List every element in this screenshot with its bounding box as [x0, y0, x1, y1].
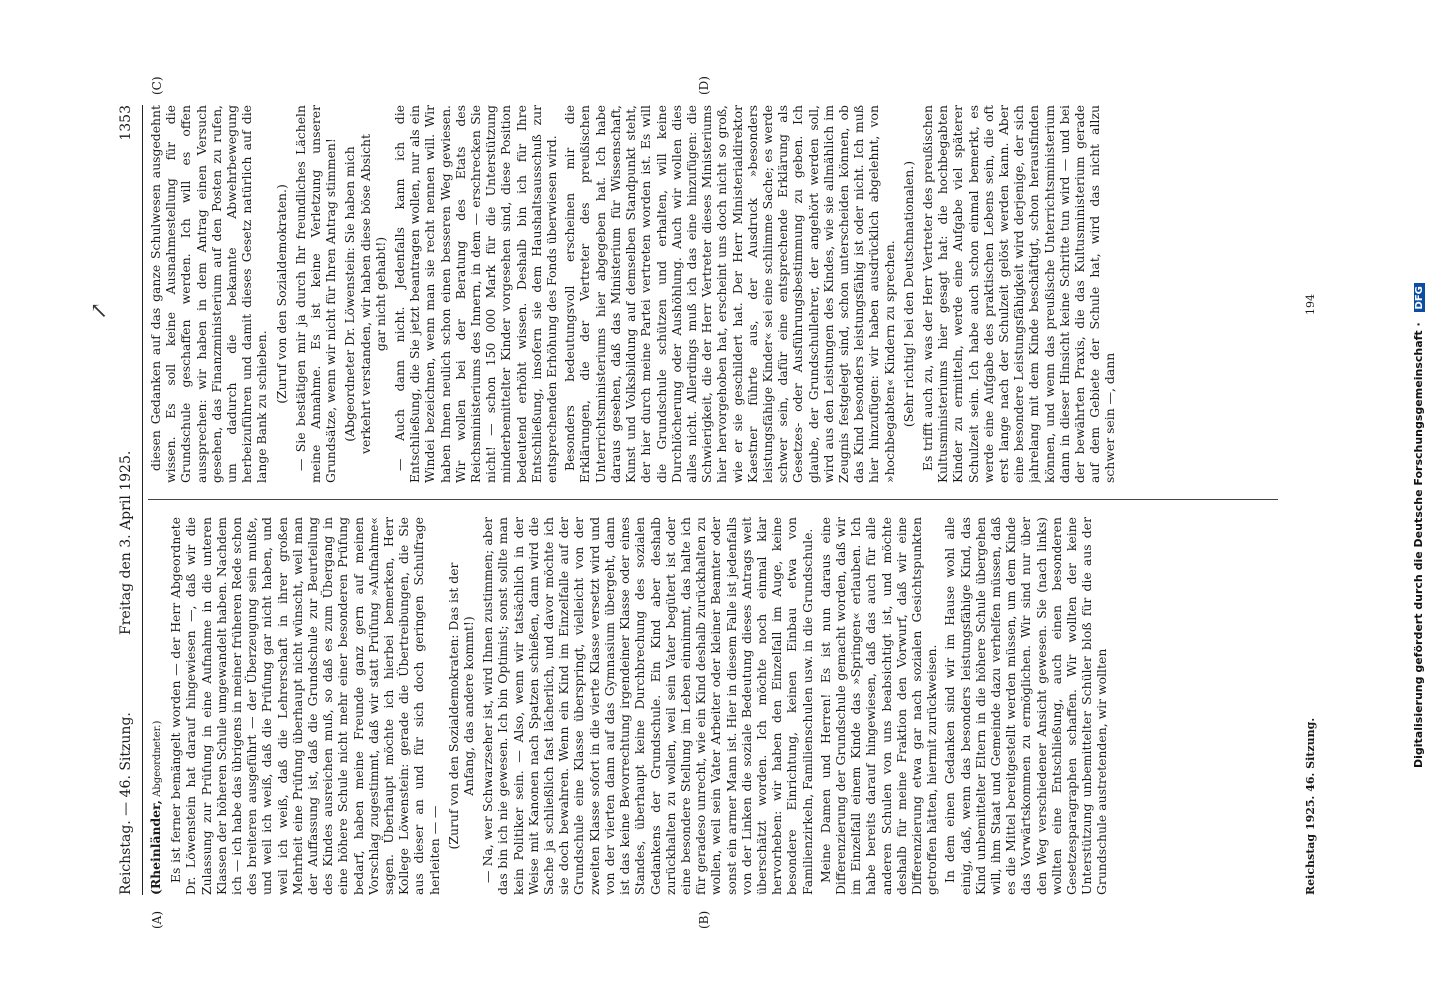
header-date: Freitag den 3. April 1925. — [118, 450, 134, 635]
column-divider — [148, 499, 1278, 500]
interjection: (Sehr richtig! bei den Deutschnationalen.) — [900, 160, 916, 428]
header-session: Reichstag. — 46. Sitzung. — [118, 712, 134, 895]
margin-marker-c: (C) — [150, 76, 164, 95]
interjection: (Zuruf von den Sozialdemokraten.) — [273, 184, 289, 404]
footer-session: Reichstag 1925. 46. Sitzung. — [1304, 717, 1317, 895]
paragraph: — Auch dann nicht. Jedenfalls kann ich die Entschließung, die Sie jetzt beantragen wollen, nur als ein Windei bezeichnen, wenn man sie recht nennen will. Wir haben Ihnen neulich schon einen besseren Weg gewiesen. Wir wollen bei der Beratung des Etats des Reichsministeriums des Innern, in dem — erschrecken Sie nicht! — schon 150 000 Mark für die Unterstützung minderbemittelter Kinder vorgesehen sind, diese Position bedeutend erhöht wissen. Deshalb bin ich für Ihre Entschließung, insofern sie dem Haushaltsausschuß zur entsprechenden Erhöhung des Fonds überwiesen wird. — [392, 105, 560, 483]
speaker-role: Abgeordneter.) — [152, 720, 163, 800]
page-footer — [1302, 105, 1322, 895]
paragraph: — Sie bestätigen mir ja durch Ihr freundliches Lächeln meine Annahme. Es ist keine Verletzung unserer Grundsätze, wenn wir nicht für Ihren Antrag stimmen! — [292, 105, 339, 483]
right-column — [148, 105, 1298, 483]
speaker-name: (Rheinländer, — [148, 800, 163, 895]
rotated-page — [87, 76, 1322, 929]
paragraph: — Na, wer Schwarzseher ist, wird Ihnen zustimmen; aber das bin ich nie gewesen. Ich bin Optimist; sonst sollte man kein Politiker sein. — Also, wenn wir tatsächlich in der Weise mit Kanonen nach Spatzen schießen, dann wird die Sache ja schließlich fast lächerlich, und davor möchte ich sie doch bewahren. Wenn ein Kind im Einzelfalle auf der Grundschule eine Klasse überspringt, vielleicht von der zweiten Klasse sofort in die vierte Klasse versetzt wird und von der vierten dann auf das Gymnasium übergeht, dann ist das keine Bevorrechtung irgendeiner Klasse oder eines Standes, überhaupt keine Durchbrechung des sozialen Gedankens der Grundschule. Ein Kind aber deshalb zurückhalten zu wollen, weil sein Vater begütert ist oder eine besondere Stellung im Leben einnimmt, das halte ich für geradeso unrecht, wie ein Kind deshalb zurückhalten zu wollen, weil sein Vater Arbeiter oder kleiner Beamter oder sonst ein armer Mann ist. Hier in diesem Falle ist jedenfalls von der Linken die soziale Bedeutung dieses Antrags weit überschätzt worden. Ich möchte noch einmal klar hervorheben: wir haben den Einzelfall im Auge, keine besondere Einrichtung, keinen Einbau etwa von Familienzirkeln, Familienschulen usw. in die Grundschule. — [480, 517, 815, 895]
paragraph: In dem einen Gedanken sind wir im Hause wohl alle einig, daß, wenn das besonders leistungsfähige Kind, das Kind unbemittelter Eltern in die höhere Schule übergehen will, ihm Staat und Gemeinde dazu verhelfen müssen, daß es die Mittel bereitgestellt werden müssen, um dem Kinde das Vorwärtskommen zu ermöglichen. Wir sind nur über den Weg verschiedener Ansicht gewesen. Sie (nach links) wollten eine Entschließung, auch einen besonderen Gesetzesparagraphen schaffen. Wir wollten der keine Unterstützung unbemittelter Schüler bloß für die aus der Grundschule austretenden, wir wollten — [942, 517, 1110, 895]
dfg-logo: DFG — [1414, 283, 1425, 312]
paragraph: Meine Damen und Herren! Es ist nun daraus eine Differenzierung der Grundschule gemacht worden, daß wir im Einzelfall einem Kinde das »Springen« erlauben. Ich habe bereits darauf hingewiesen, daß das auch für alle anderen Schulen von uns beabsichtigt ist, und möchte deshalb für meine Fraktion den Vorwurf, daß wir eine Differenzierung etwa gar nach sozialen Gesichtspunkten getroffen hätten, hiermit zurückweisen. — [817, 517, 940, 895]
speaker-line — [148, 517, 165, 895]
paragraph: diesen Gedanken auf das ganze Schulwesen ausgedehnt wissen. Es soll keine Ausnahmestellung für die Grundschule geschaffen werden. Ich will es offen aussprechen: wir haben in dem Antrag einen Versuch gesehen, das Finanzministerium auf den Posten zu rufen, um dadurch die bekannte Abwehrbewegung herbeizuführen und damit dieses Gesetz natürlich auf die lange Bank zu schieben. — [148, 105, 270, 483]
paragraph: Es trifft auch zu, was der Herr Vertreter des preußischen Kultusministeriums hier gesagt hat: die hochbegabten Kinder zu ermitteln, werde eine Aufgabe viel späterer Schulzeit sein. Ich habe auch schon einmal bemerkt, es werde eine Aufgabe des praktischen Lebens sein, die oft erst lange nach der Schulzeit gelöst werden kann. Aber eine besondere Leistungsfähigkeit wird derjenige, der sich jahrelang mit dem Kinde beschäftigt, schon herausfinden können, und wenn das preußische Unterrichtsministerium dann in dieser Hinsicht keine Schritte tun wird — und bei der bewährten Praxis, die das Kultusministerium gerade auf dem Gebiete der Schule hat, wird das nicht allzu schwer sein —, dann — [919, 105, 1118, 483]
interjection: (Abgeordneter Dr. Löwenstein: Sie haben mich verkehrt verstanden, wir haben diese böse Absicht gar nicht gehabt!) — [342, 134, 388, 454]
dfg-stamp — [1412, 8, 1430, 768]
margin-marker-a: (A) — [150, 910, 164, 929]
left-column — [148, 517, 1298, 895]
footer-signature: 194 — [1304, 294, 1317, 315]
dfg-stamp-text: Digitalisierung gefördert durch die Deutsche Forschungsgemeinschaft · — [1412, 322, 1425, 768]
margin-marker-b: (B) — [697, 910, 711, 929]
paragraph: Es ist ferner bemängelt worden — der Herr Abgeordnete Dr. Löwenstein hat darauf hingewiesen —, daß wir die Zulassung zur Prüfung in eine Aufnahme in die unteren Klassen der höheren Schule umgewandelt haben. Nachdem ich — ich habe das übrigens in meiner früheren Rede schon des breiteren ausgeführt — der Überzeugung sein mußte, und weil ich weiß, daß die Prüfung gar nicht haben, und weil ich weiß, daß die Lehrerschaft in ihrer großen Mehrheit eine Prüfung überhaupt nicht wünscht, weil man der Auffassung ist, daß die Grundschule zur Beurteilung des Kindes ausreichen muß, so daß es zum Übergang in eine höhere Schule nicht mehr einer besonderen Prüfung bedarf, haben meine Freunde ganz gern auf meinen Vorschlag zugestimmt, daß wir statt Prüfung »Aufnahme« sagen. Überhaupt möchte ich hierbei bemerken, Herr Kollege Löwenstein: gerade die Übertreibungen, die Sie aus dieser an und für sich doch geringen Schulfrage herleiten — — — [168, 517, 442, 895]
margin-marker-d: (D) — [697, 76, 711, 95]
page-header — [112, 105, 143, 895]
pen-mark: ↗ — [87, 301, 112, 320]
interjection: (Zuruf von den Sozialdemokraten: Das ist der Anfang, das andere kommt!) — [445, 562, 477, 850]
paragraph: Besonders bedeutungsvoll erscheinen mir die Erklärungen, die der Vertreter des preußischen Unterrichtsministeriums hier abgegeben hat. Ich habe daraus gesehen, daß das Ministerium für Wissenschaft, Kunst und Volksbildung auf demselben Standpunkt steht, der hier durch meine Partei vertreten worden ist. Es will die Grundschule schützen und erhalten, will keine Durchlöcherung oder Aushöhlung. Auch wir wollen dies alles nicht. Allerdings muß ich das eine hinzufügen: die Schwierigkeit, die der Herr Vertreter dieses Ministeriums hier hervorgehoben hat, erscheint uns doch nicht so groß, wie er sie geschildert hat. Der Herr Ministerialdirektor Kaestner führte aus, der Ausdruck »besonders leistungsfähige Kinder« sei eine schlimme Sache; es werde schwer sein, dafür eine entsprechende Erklärung als Gesetzes- oder Ausführungsbestimmung zu geben. Ich glaube, der Grundschullehrer, der angehört werden soll, wird aus den Leistungen des Kindes, wie sie allmählich im Zeugnis festgelegt sind, schon unterscheiden können, ob das Kind besonders leistungsfähig ist oder nicht. Ich muß hier hinzufügen: wir haben ausdrücklich abgelehnt, von »hochbegabten« Kindern zu sprechen. — [562, 105, 897, 483]
page-number: 1353 — [118, 105, 134, 141]
